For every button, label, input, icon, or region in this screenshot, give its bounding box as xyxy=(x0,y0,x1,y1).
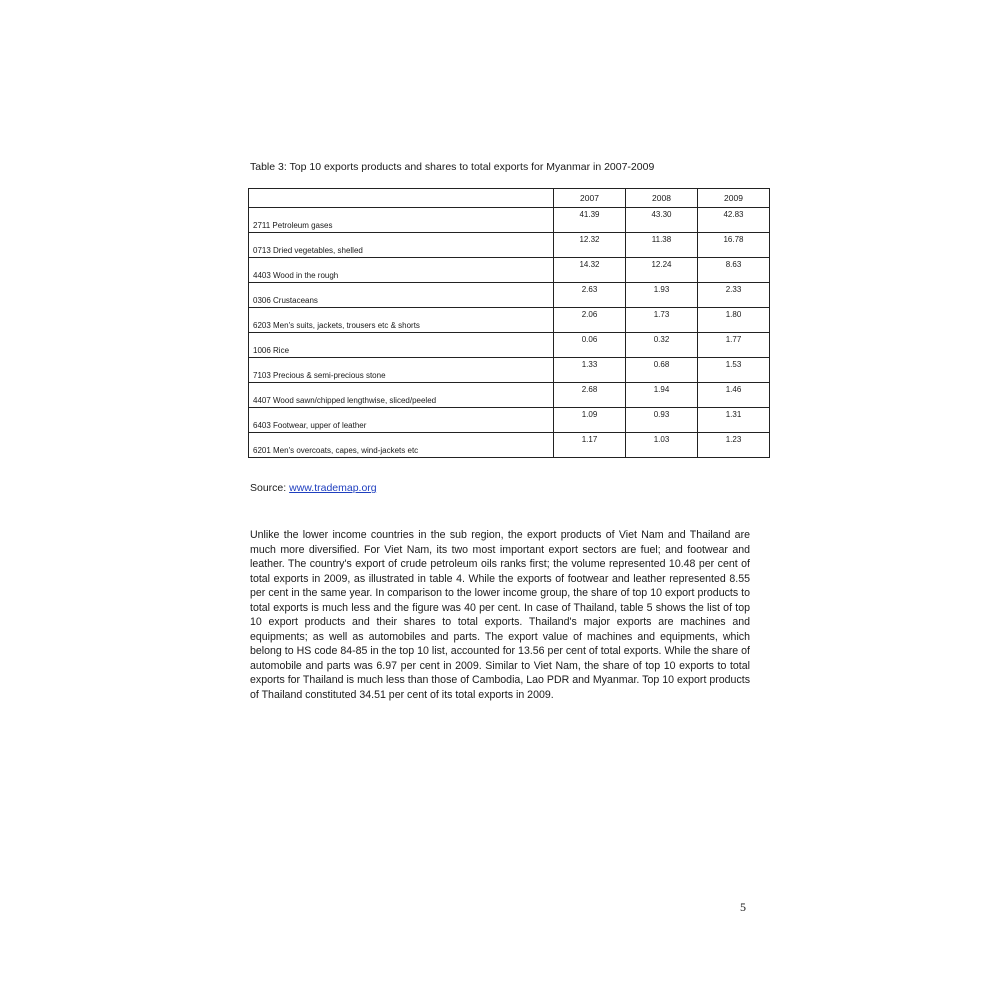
product-cell: 6403 Footwear, upper of leather xyxy=(249,408,554,433)
value-2009: 42.83 xyxy=(698,208,770,233)
table-row xyxy=(249,258,770,283)
product-cell: 6201 Men's overcoats, capes, wind-jackets etc xyxy=(249,433,554,458)
value-2009: 1.31 xyxy=(698,408,770,433)
product-cell: 0306 Crustaceans xyxy=(249,283,554,308)
source-link[interactable]: www.trademap.org xyxy=(289,482,377,494)
value-2008: 43.30 xyxy=(626,208,698,233)
table-header-row xyxy=(249,189,770,208)
value-2009: 1.80 xyxy=(698,308,770,333)
value-2009: 1.46 xyxy=(698,383,770,408)
header-2008: 2008 xyxy=(626,189,698,208)
source-line xyxy=(250,482,377,494)
value-2007: 2.63 xyxy=(554,283,626,308)
value-2007: 14.32 xyxy=(554,258,626,283)
table-row xyxy=(249,408,770,433)
value-2008: 0.68 xyxy=(626,358,698,383)
header-2007: 2007 xyxy=(554,189,626,208)
product-cell: 0713 Dried vegetables, shelled xyxy=(249,233,554,258)
value-2007: 1.17 xyxy=(554,433,626,458)
body-paragraph: Unlike the lower income countries in the sub region, the export products of Viet Nam and Thailand are much more diversified. For Viet Nam, its two most important export sectors are fuel; and footwear and leather. The country's export of crude petroleum oils ranks first; the volume represented 10.48 per cent of total exports in 2009, as illustrated in table 4. While the exports of footwear and leather represented 8.55 per cent in the same year. In comparison to the lower income group, the share of top 10 export products to total exports is much less and the figure was 40 per cent. In case of Thailand, table 5 shows the list of top 10 export products and their shares to total exports. Thailand's major exports are machines and equipments; as well as automobiles and parts. The export value of machines and equipments, which belong to HS code 84-85 in the top 10 list, accounted for 13.56 per cent of total exports. While the share of automobile and parts was 6.97 per cent in 2009. Similar to Viet Nam, the share of top 10 exports to total exports for Thailand is much less than those of Cambodia, Lao PDR and Myanmar. Top 10 export products of Thailand constituted 34.51 per cent of its total exports in 2009. xyxy=(250,529,750,701)
value-2007: 0.06 xyxy=(554,333,626,358)
table-row xyxy=(249,283,770,308)
product-cell: 4403 Wood in the rough xyxy=(249,258,554,283)
table-row xyxy=(249,333,770,358)
product-cell: 6203 Men's suits, jackets, trousers etc & shorts xyxy=(249,308,554,333)
value-2008: 1.93 xyxy=(626,283,698,308)
value-2008: 1.03 xyxy=(626,433,698,458)
value-2009: 16.78 xyxy=(698,233,770,258)
value-2008: 0.32 xyxy=(626,333,698,358)
value-2008: 1.94 xyxy=(626,383,698,408)
product-cell: 7103 Precious & semi-precious stone xyxy=(249,358,554,383)
value-2009: 1.77 xyxy=(698,333,770,358)
value-2009: 1.23 xyxy=(698,433,770,458)
page-number: 5 xyxy=(740,900,746,914)
value-2009: 2.33 xyxy=(698,283,770,308)
table-row xyxy=(249,208,770,233)
value-2007: 2.68 xyxy=(554,383,626,408)
product-cell: 4407 Wood sawn/chipped lengthwise, sliced/peeled xyxy=(249,383,554,408)
value-2007: 2.06 xyxy=(554,308,626,333)
value-2008: 11.38 xyxy=(626,233,698,258)
value-2008: 12.24 xyxy=(626,258,698,283)
value-2008: 1.73 xyxy=(626,308,698,333)
source-label: Source: xyxy=(250,482,290,494)
value-2009: 1.53 xyxy=(698,358,770,383)
header-product xyxy=(249,189,554,208)
value-2007: 41.39 xyxy=(554,208,626,233)
table-row xyxy=(249,383,770,408)
table-row xyxy=(249,233,770,258)
table-row xyxy=(249,358,770,383)
value-2007: 1.09 xyxy=(554,408,626,433)
value-2007: 1.33 xyxy=(554,358,626,383)
value-2008: 0.93 xyxy=(626,408,698,433)
value-2007: 12.32 xyxy=(554,233,626,258)
value-2009: 8.63 xyxy=(698,258,770,283)
table-row xyxy=(249,308,770,333)
exports-table xyxy=(248,188,770,458)
table-row xyxy=(249,433,770,458)
product-cell: 1006 Rice xyxy=(249,333,554,358)
product-cell: 2711 Petroleum gases xyxy=(249,208,554,233)
header-2009: 2009 xyxy=(698,189,770,208)
table-caption: Table 3: Top 10 exports products and shares to total exports for Myanmar in 2007-2009 xyxy=(250,161,655,173)
